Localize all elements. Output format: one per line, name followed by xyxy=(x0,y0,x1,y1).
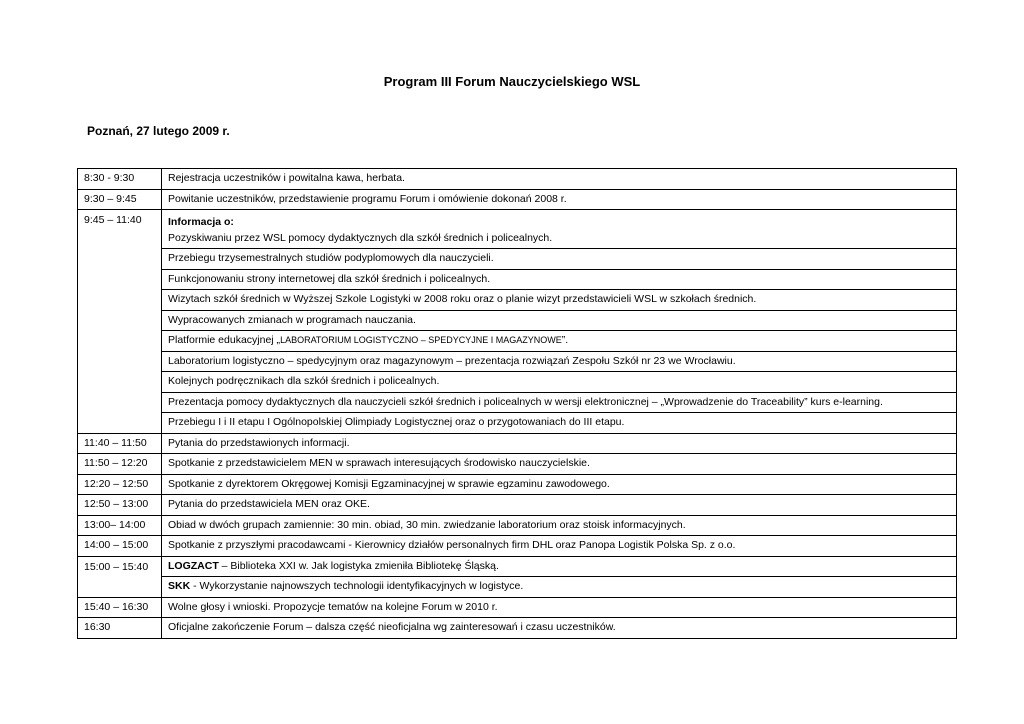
table-row xyxy=(78,310,957,331)
table-row xyxy=(78,474,957,495)
table-row xyxy=(78,413,957,434)
activity-cell: Oficjalne zakończenie Forum – dalsza część nieoficjalna wg zainteresowań i czasu uczestników. xyxy=(162,618,957,639)
table-row xyxy=(78,269,957,290)
list-item-text: Platformie edukacyjnej „ xyxy=(168,334,281,347)
table-row xyxy=(78,495,957,516)
time-cell: 9:45 – 11:40 xyxy=(78,210,162,434)
time-cell: 16:30 xyxy=(78,618,162,639)
list-item: Laboratorium logistyczno – spedycyjnym oraz magazynowym – prezentacja rozwiązań Zespołu Szkół nr 23 we Wrocławiu. xyxy=(162,351,957,372)
time-cell: 15:40 – 16:30 xyxy=(78,597,162,618)
activity-cell: Pytania do przedstawiciela MEN oraz OKE. xyxy=(162,495,957,516)
table-row xyxy=(78,189,957,210)
activity-cell: Spotkanie z przedstawicielem MEN w sprawach interesujących środowisko nauczycielskie. xyxy=(162,454,957,475)
activity-cell: Rejestracja uczestników i powitalna kawa, herbata. xyxy=(162,169,957,190)
time-cell: 15:00 – 15:40 xyxy=(78,556,162,597)
table-row xyxy=(78,454,957,475)
table-row xyxy=(78,351,957,372)
time-cell: 11:40 – 11:50 xyxy=(78,433,162,454)
table-row xyxy=(78,290,957,311)
table-row xyxy=(78,392,957,413)
time-cell: 12:20 – 12:50 xyxy=(78,474,162,495)
activity-cell xyxy=(162,210,957,249)
activity-cell: Spotkanie z przyszłymi pracodawcami - Kierownicy działów personalnych firm DHL oraz Panopa Logistik Polska Sp. z o.o. xyxy=(162,536,957,557)
list-item: Wizytach szkół średnich w Wyższej Szkole Logistyki w 2008 roku oraz o planie wizyt przedstawicieli WSL w szkołach średnich. xyxy=(162,290,957,311)
table-row xyxy=(78,536,957,557)
table-row xyxy=(78,618,957,639)
list-item: Przebiegu trzysemestralnych studiów podyplomowych dla nauczycieli. xyxy=(162,249,957,270)
table-row xyxy=(78,210,957,249)
time-cell: 14:00 – 15:00 xyxy=(78,536,162,557)
list-item xyxy=(162,331,957,352)
time-cell: 8:30 - 9:30 xyxy=(78,169,162,190)
list-item: Kolejnych podręcznikach dla szkół średnich i policealnych. xyxy=(162,372,957,393)
activity-cell xyxy=(162,577,957,598)
list-item-end: ”. xyxy=(561,334,569,347)
activity-cell: Powitanie uczestników, przedstawienie programu Forum i omówienie dokonań 2008 r. xyxy=(162,189,957,210)
table-row xyxy=(78,597,957,618)
time-cell: 11:50 – 12:20 xyxy=(78,454,162,475)
table-row xyxy=(78,169,957,190)
activity-cell: Pytania do przedstawionych informacji. xyxy=(162,433,957,454)
list-item: Prezentacja pomocy dydaktycznych dla nauczycieli szkół średnich i policealnych w wersji elektronicznej – „Wprowadzenie do Traceability” kurs e-learning. xyxy=(162,392,957,413)
table-row xyxy=(78,433,957,454)
list-item: Pozyskiwaniu przez WSL pomocy dydaktycznych dla szkół średnich i policealnych. xyxy=(168,232,553,244)
list-item: Funkcjonowaniu strony internetowej dla szkół średnich i policealnych. xyxy=(162,269,957,290)
table-row xyxy=(78,372,957,393)
list-item: Wypracowanych zmianach w programach nauczania. xyxy=(162,310,957,331)
table-row xyxy=(78,515,957,536)
activity-name: LOGZACT xyxy=(168,559,219,572)
table-row xyxy=(78,331,957,352)
table-row xyxy=(78,556,957,577)
activity-description: - Wykorzystanie najnowszych technologii identyfikacyjnych w logistyce. xyxy=(190,580,524,593)
activity-cell xyxy=(162,556,957,577)
time-cell: 13:00– 14:00 xyxy=(78,515,162,536)
page-title: Program III Forum Nauczycielskiego WSL xyxy=(383,74,641,89)
activity-cell: Spotkanie z dyrektorem Okręgowej Komisji Egzaminacyjnej w sprawie egzaminu zawodowego. xyxy=(162,474,957,495)
activity-name: SKK xyxy=(168,580,191,593)
time-cell: 12:50 – 13:00 xyxy=(78,495,162,516)
section-heading: Informacja o: xyxy=(168,216,234,228)
table-row xyxy=(78,577,957,598)
platform-name: LABORATORIUM LOGISTYCZNO – SPEDYCYJNE I MAGAZYNOWE xyxy=(280,335,562,346)
list-item: Przebiegu I i II etapu I Ogólnopolskiej Olimpiady Logistycznej oraz o przygotowaniach do III etapu. xyxy=(162,413,957,434)
activity-cell: Wolne głosy i wnioski. Propozycje tematów na kolejne Forum w 2010 r. xyxy=(162,597,957,618)
activity-description: – Biblioteka XXI w. Jak logistyka zmieniła Bibliotekę Śląską. xyxy=(218,559,499,572)
schedule-table xyxy=(77,168,957,639)
activity-cell: Obiad w dwóch grupach zamiennie: 30 min. obiad, 30 min. zwiedzanie laboratorium oraz stoisk informacyjnych. xyxy=(162,515,957,536)
time-cell: 9:30 – 9:45 xyxy=(78,189,162,210)
table-row xyxy=(78,249,957,270)
location-date: Poznań, 27 lutego 2009 r. xyxy=(87,124,230,138)
